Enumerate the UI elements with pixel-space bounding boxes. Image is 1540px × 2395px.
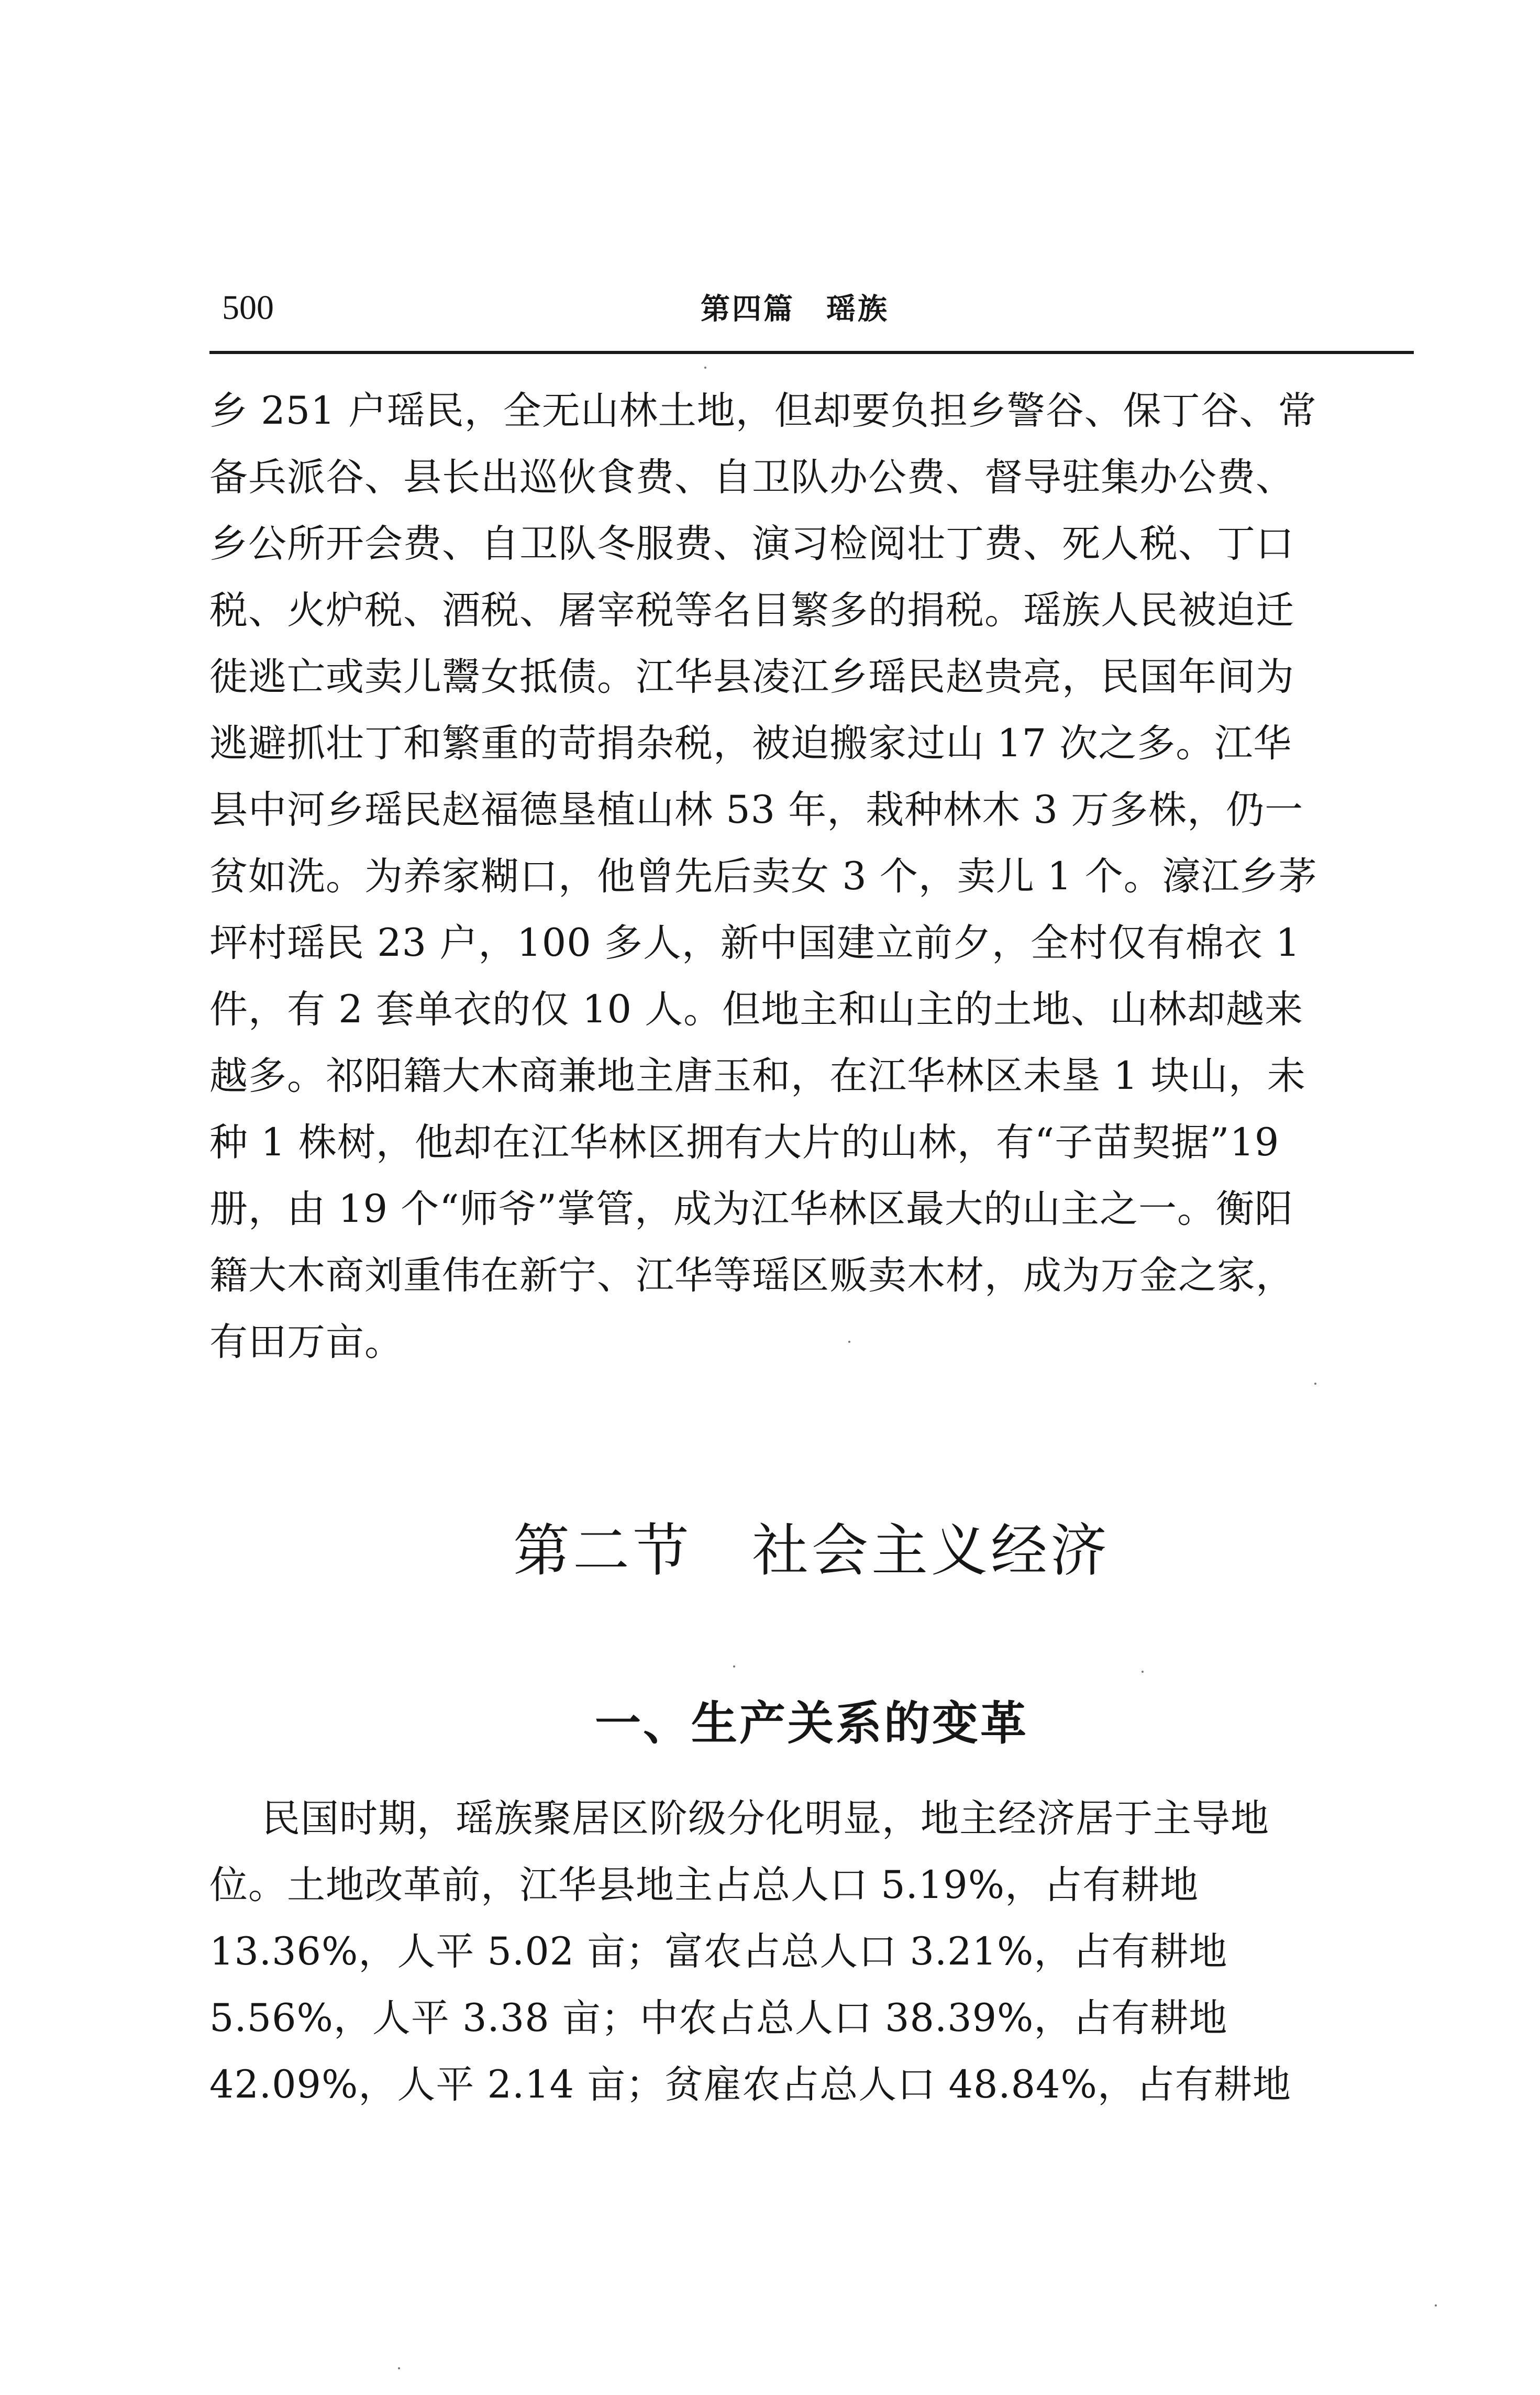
paragraph1-line-6: 逃避抓壮丁和繁重的苛捐杂税，被迫搬家过山 17 次之多。江华 [209,721,1292,766]
paragraph1-line-5: 徙逃亡或卖儿鬻女抵债。江华县凌江乡瑶民赵贵亮，民国年间为 [209,655,1294,699]
paragraph2-line-5: 42.09%，人平 2.14 亩；贫雇农占总人口 48.84%，占有耕地 [209,2062,1291,2107]
paragraph1-line-7: 县中河乡瑶民赵福德垦植山林 53 年，栽种林木 3 万多株，仍一 [209,788,1304,832]
paragraph1-line-12: 种 1 株树，他却在江华林区拥有大片的山林，有“子苗契据”19 [209,1120,1280,1165]
paragraph1-line-4: 税、火炉税、酒税、屠宰税等名目繁多的捐税。瑶族人民被迫迁 [209,588,1294,633]
paragraph1-line-2: 备兵派谷、县长出巡伙食费、自卫队办公费、督导驻集办公费、 [209,455,1294,500]
running-head: 第四篇 瑶族 [701,292,889,326]
scan-speck [1435,2304,1437,2306]
scan-speck [398,2367,400,2369]
paragraph1-line-3: 乡公所开会费、自卫队冬服费、演习检阅壮丁费、死人税、丁口 [209,522,1294,566]
scan-speck [1142,1671,1144,1673]
paragraph1-line-9: 坪村瑶民 23 户，100 多人，新中国建立前夕，全村仅有棉衣 1 [209,921,1301,965]
scan-speck [848,1341,850,1343]
paragraph1-line-11: 越多。祁阳籍大木商兼地主唐玉和，在江华林区未垦 1 块山，未 [209,1054,1306,1098]
paragraph2-line-4: 5.56%，人平 3.38 亩；中农占总人口 38.39%，占有耕地 [209,1996,1228,2040]
page-header [219,287,1409,329]
paragraph1-line-8: 贫如洗。为养家糊口，他曾先后卖女 3 个，卖儿 1 个。濠江乡茅 [209,854,1317,899]
paragraph1-line-13: 册，由 19 个“师爷”掌管，成为江华林区最大的山主之一。衡阳 [209,1187,1293,1231]
subsection-title: 一、生产关系的变革 [594,1696,1028,1750]
paragraph1-line-10: 件，有 2 套单衣的仅 10 人。但地主和山主的土地、山林却越来 [209,987,1304,1032]
paragraph1-line-15: 有田万亩。 [209,1320,403,1364]
paragraph2-line-3: 13.36%，人平 5.02 亩；富农占总人口 3.21%，占有耕地 [209,1929,1228,1974]
scan-speck [733,1665,735,1668]
scan-speck [1314,1383,1316,1385]
paragraph2-line-1: 民国时期，瑶族聚居区阶级分化明显，地主经济居于主导地 [262,1796,1269,1841]
page-number: 500 [222,289,274,327]
paragraph1-line-14: 籍大木商刘重伟在新宁、江华等瑶区贩卖木材，成为万金之家， [209,1253,1294,1298]
paragraph2-line-2: 位。土地改革前，江华县地主占总人口 5.19%，占有耕地 [209,1863,1199,1907]
header-rule [209,351,1414,354]
paragraph1-line-1: 乡 251 户瑶民，全无山林土地，但却要负担乡警谷、保丁谷、常 [209,389,1317,433]
scan-speck [704,367,706,369]
section-title: 第二节 社会主义经济 [513,1518,1110,1584]
